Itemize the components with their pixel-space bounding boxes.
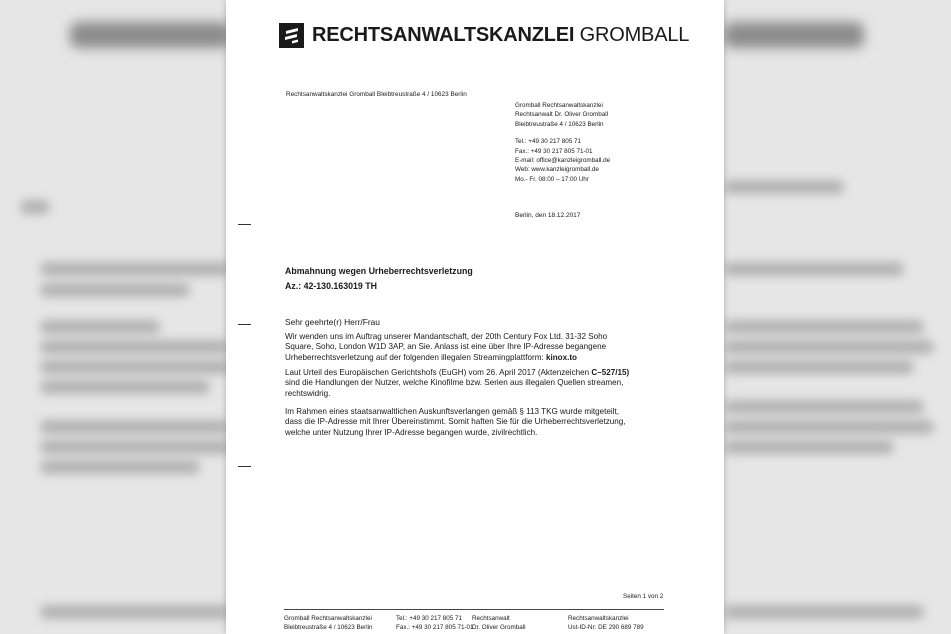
firm-name	[312, 24, 689, 47]
case-number: C–527/15)	[591, 368, 630, 377]
contact-address: Bleibtreustraße 4 / 10623 Berlin	[515, 120, 604, 128]
footer-lawyer: Rechtsanwalt Dr. Oliver Gromball	[472, 615, 526, 631]
sender-return-address: Rechtsanwaltskanzlei Gromball Bleibtreustraße 4 / 10623 Berlin	[286, 91, 467, 98]
contact-lawyer: Rechtsanwalt Dr. Oliver Gromball	[515, 111, 609, 119]
fold-mark	[238, 324, 251, 325]
footer-phone: Tel.: +49 30 217 805 71 Fax.: +49 30 217 805 71-01	[396, 615, 474, 631]
contact-block	[515, 101, 610, 184]
contact-hours: Mo.- Fr. 08:00 – 17:00 Uhr	[515, 175, 589, 183]
contact-fax: Fax.: +49 30 217 805 71-01	[515, 147, 593, 155]
salutation: Sehr geehrte(r) Herr/Frau	[285, 317, 380, 327]
firm-logo	[279, 23, 689, 48]
letter-page	[226, 0, 724, 634]
firm-name-bold: RECHTSANWALTSKANZLEI	[312, 24, 575, 46]
paragraph-line: Square, Soho, London W1D 3AP, an Sie. Anlass ist eine über Ihre IP-Adresse begangene	[285, 342, 607, 352]
footer-divider	[284, 609, 664, 610]
paragraph-line: dass die IP-Adresse mit Ihrer Übereinstimmt. Somit haften Sie für die Urheberrechtsverletzung,	[285, 417, 626, 427]
contact-tel: Tel.: +49 30 217 805 71	[515, 138, 581, 146]
paragraph-line: Wir wenden uns im Auftrag unserer Mandantschaft, der 20th Century Fox Ltd. 31-32 Soho	[285, 332, 608, 341]
subject-block	[285, 264, 473, 294]
fold-mark	[238, 466, 251, 467]
paragraph-line: Laut Urteil des Europäischen Gerichtshofs (EuGH) vom 26. April 2017 (Aktenzeichen C–527/15)	[285, 368, 630, 377]
paragraph-2	[285, 368, 717, 399]
reference-number: Az.: 42-130.163019 TH	[285, 281, 377, 291]
paragraph-line: rechtswidrig.	[285, 388, 331, 398]
contact-web: Web: www.kanzleigromball.de	[515, 166, 599, 174]
streaming-site: kinox.to	[545, 352, 577, 362]
footer-firm: Gromball Rechtsanwaltskanzlei Bleibtreustraße 4 / 10623 Berlin	[284, 615, 373, 631]
subject-title: Abmahnung wegen Urheberrechtsverletzung	[285, 266, 473, 276]
letter-date: Berlin, den 18.12.2017	[515, 212, 581, 219]
fold-mark	[238, 224, 251, 225]
footer-tax-id: Rechtsanwaltskanzlei Ust-ID-Nr: DE 290 689 789	[568, 615, 644, 631]
paragraph-3	[285, 407, 717, 438]
paragraph-line: Urheberrechtsverletzung auf der folgenden illegalen Streamingplattform: kinox.to	[285, 352, 577, 362]
paragraph-line: welche unter Nutzung Ihrer IP-Adresse begangen wurde, zivilrechtlich.	[285, 427, 538, 437]
blurred-background-left	[0, 0, 226, 634]
contact-firm: Gromball Rechtsanwaltskanzlei	[515, 102, 603, 109]
firm-logo-icon	[279, 23, 304, 48]
blurred-background-right	[724, 0, 951, 634]
page-indicator: Seiten 1 von 2	[623, 593, 664, 600]
paragraph-line: sind die Handlungen der Nutzer, welche Kinofilme bzw. Serien aus illegalen Quellen streamen,	[285, 378, 624, 388]
paragraph-line: Im Rahmen eines staatsanwaltlichen Auskunftsverlangen gemäß § 113 TKG wurde mitgeteilt,	[285, 407, 619, 416]
firm-name-light: GROMBALL	[579, 24, 690, 46]
paragraph-1	[285, 332, 717, 363]
contact-email: E-mail: office@kanzleigromball.de	[515, 157, 611, 165]
